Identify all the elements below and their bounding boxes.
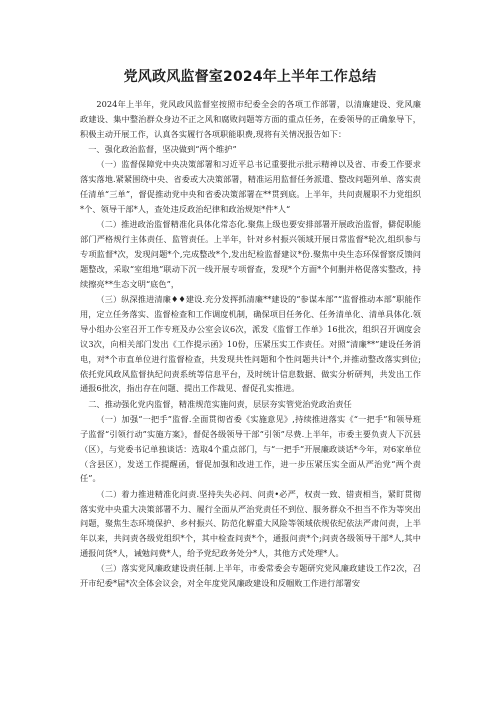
- intro-paragraph: 2024年上半年，党风政风监督室按照市纪委全会的各项工作部署，以清廉建设、党风廉政建设、集中整治群众身边不正之风和腐败问题等方面的重点任务，在委领导的正确象导下，积极主动开展工作，认真各实履行各项职能职费,现将有关情况报告如下：: [80, 99, 421, 139]
- body-paragraph: （二）推进政治监督精准化具体化常态化.聚焦上级也要安排部署开展政治监督，僻促职能部门严格规行主体责任、监管责任。上半年，针对乡村振兴领域开展日常监督*轮次,组织参与专项监督*次，发现问题*个,完成整改*个,发出纪检监督建议*份.聚焦中央生态环保督察反馈问题整改，采取“室组地”联动下沉一线开展专项督查，发现*个方面*个何删并格促落实整改，持续擦亮**生态文明“底色”，: [80, 219, 421, 289]
- document-title: 党风政风监督室2024年上半年工作总结: [123, 69, 377, 85]
- body-paragraph: （三）落实党风廉政建设责任制.上半年，市委常委会专题研究党风廉政建设工作2次，召开市纪委*届*次全体会议会，对全年度党风廉政建设和反帼败工作进行部署安: [80, 563, 421, 589]
- section-heading-2: 二、推动强化党内监督，精准规范实施问责，层层夯实管党治党政治责任: [88, 398, 352, 409]
- section-heading-1: 一、强化政治监督，坚决做到“两个维护”: [88, 144, 237, 155]
- body-paragraph: （一）监督保障党中央决策部署和习近平总书记重要批示批示精神以及省、市委工作要求落实落地.紧紧围绕中央、省委或大决策部署，精准运用监督任务派遣、整改问题列单、落实责任清单“三单”，督促推动党中央和省委决策部署在**贯到底。上半年，共问责履职不力党组织*个、领导干部*人，查处违反政治纪律和政治规矩*件*人“: [80, 159, 421, 214]
- document-body: [80, 97, 421, 591]
- body-paragraph: （三）纵深推进清廉♦♦建设.充分发挥抓清廉**建设的“参谋本部”“监督推动本部”职能作用，定立任务落实、监督检查和工作调度机制，确保项目任务化、任务清单化、清单具体化.领导小组办公室召开工作专班及办公室会议6次，派发《监督工作单》16批次，组织召开调度会议3次，向相关部门发出《工作提示函》10份，压紧压实工作责任。对照“清廉**”建设任务消电，对*个市直单位进行监督检查，共发现共性问题和个性问题共计*个,并推动整改落实到位;依托党风政风监督执纪问责系统等信息平台，及时统计信息数据、做实分析研判，共发出工作通报6批次，指出存在问题、提出工作裁见、督促孔实推进。: [80, 293, 421, 394]
- body-paragraph: （一）加强“一把手”监督.全面贯彻省委《实施意见》,持续推进落实《“一把手”和领导班子监督“引领行动”实施方案》，督促各级领导干部“引领”尽费.上半年，市委主要负责人下沉县（区），与党委书记单独谈话：选取4个重点部门，与“一把手”开展廉政谈话*今年，对6家单位（含县区），发送工作提醒函，督促加强和改进工作，进一步压紧压实全面从严治党“两个责任”。: [80, 413, 421, 484]
- body-paragraph: （二）着力推进精准化问责.坚持失失必问、问责•必严，权责一致、错责相当，紧盯贯彻落实党中央重大决策部署不力、履行全面从严治党责任不到位、服务群众不担当不作为等突出问题，聚焦生态环境保护、乡村振兴、防范化解重大风险等领域依规依纪依法严肃问责，上半年以来，共问责各级党组织*个，其中检查问责*个，通报问责*个;问责各级领导干部*人,其中通报问货*人，诫勉问费*人，给予党纪政务处分*人，其他方式处理*人。: [80, 488, 421, 559]
